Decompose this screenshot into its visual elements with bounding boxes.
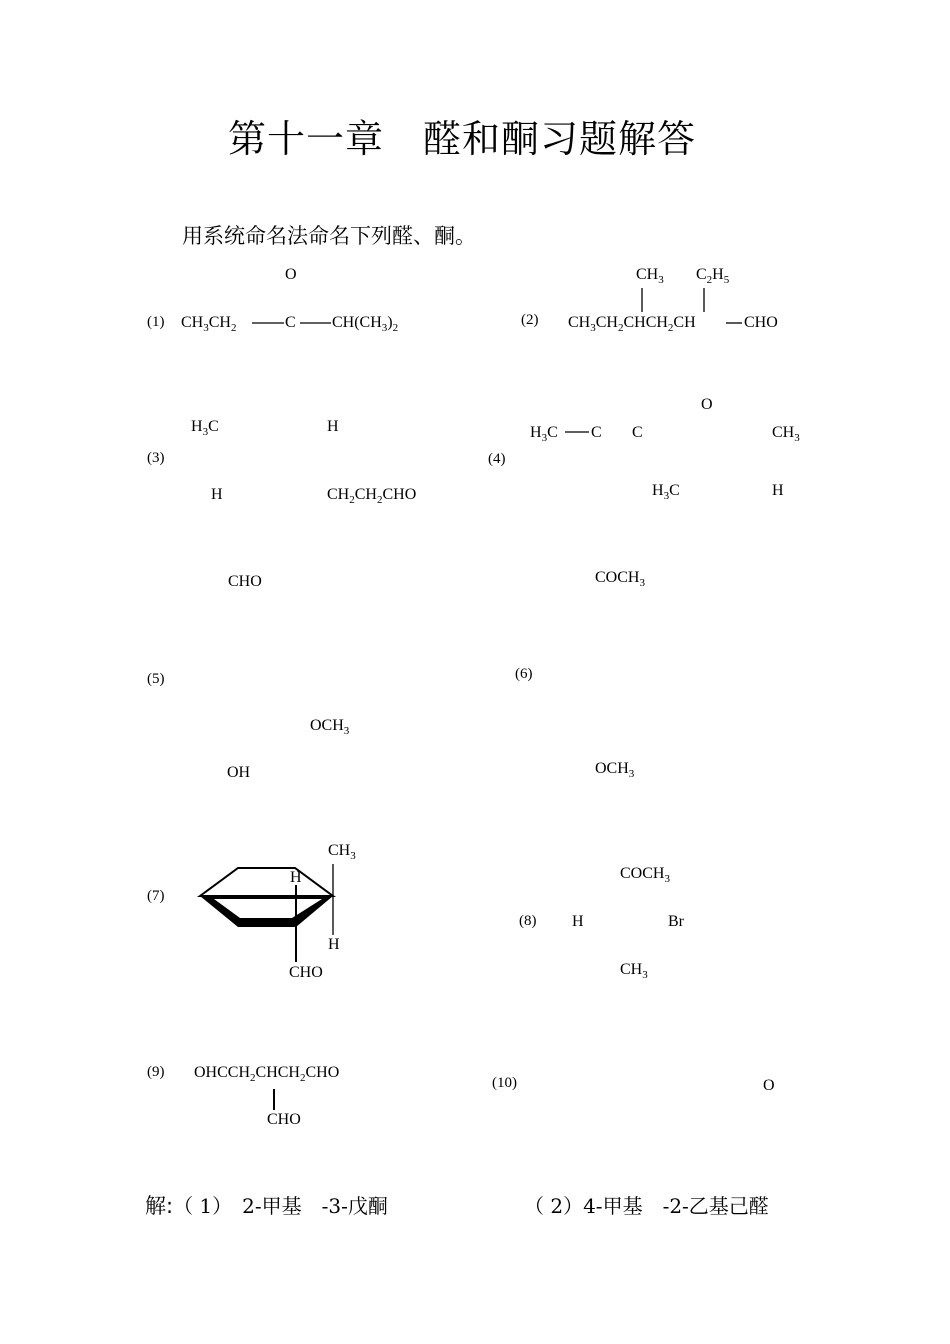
problem-10-oxygen: O <box>763 1077 775 1094</box>
problem-1-oxygen: O <box>285 266 297 283</box>
problem-6-methoxy: $OCH_3$ <box>595 760 635 780</box>
problem-6-acetyl: $COCH_3$ <box>595 569 645 589</box>
problem-9-aldehyde: CHO <box>267 1111 301 1128</box>
question-intro: 用系统命名法命名下列醛、酮。 <box>182 224 476 248</box>
problem-9-number: (9) <box>147 1064 165 1080</box>
answer-label: 解: <box>145 1194 174 1218</box>
problem-4-left-methyl: $H_3C$ <box>530 424 558 444</box>
problem-7-aldehyde: CHO <box>289 964 323 981</box>
problem-4-oxygen: O <box>701 396 713 413</box>
problem-7-hydrogen-1: H <box>290 869 302 886</box>
problem-8-acetyl: $COCH_3$ <box>620 865 670 885</box>
problem-4-number: (4) <box>488 451 506 467</box>
answer-2: （ 2）4-甲基 -2-乙基己醛 <box>524 1194 769 1218</box>
problem-5-number: (5) <box>147 671 165 687</box>
problem-8-number: (8) <box>519 913 537 929</box>
answer-line <box>145 1190 388 1220</box>
problem-4-bottom-left: $H_3C$ <box>652 482 680 502</box>
problem-8-bromine: Br <box>668 913 684 930</box>
problem-5-hydroxyl: OH <box>227 764 251 781</box>
problem-9-chain: $OHCCH_2CHCH_2CHO$ <box>194 1064 340 1084</box>
problem-2-chain: $CH_3CH_2CHCH_2CH$ <box>568 314 696 334</box>
problem-3-bottom-right: $CH_2CH_2CHO$ <box>327 486 417 506</box>
problem-4-carbon-1: C <box>591 424 602 441</box>
problem-3-bottom-left: H <box>211 486 223 503</box>
problem-4-carbon-2: C <box>632 424 643 441</box>
problem-7-number: (7) <box>147 888 165 904</box>
problem-7-hydrogen-2: H <box>328 936 340 953</box>
problem-6-number: (6) <box>515 666 533 682</box>
problem-8-hydrogen: H <box>572 913 584 930</box>
problem-5-methoxy: $OCH_3$ <box>310 717 350 737</box>
problem-2-ethyl: $C_2H_5$ <box>696 266 730 286</box>
problem-1-number: (1) <box>147 314 165 330</box>
problem-10-number: (10) <box>492 1075 517 1091</box>
problem-5-aldehyde: CHO <box>228 573 262 590</box>
problem-8-methyl: $CH_3$ <box>620 961 648 981</box>
problem-3-top-right: H <box>327 418 339 435</box>
problem-2-methyl: $CH_3$ <box>636 266 664 286</box>
answer-1: （ 1） 2-甲基 -3-戊酮 <box>173 1194 388 1218</box>
page-title: 第十一章 醛和酮习题解答 <box>228 117 697 161</box>
problem-3-top-left: $H_3C$ <box>191 418 219 438</box>
problem-7-methyl: $CH_3$ <box>328 842 356 862</box>
problem-2-aldehyde: CHO <box>744 314 778 331</box>
problem-4-right-methyl: $CH_3$ <box>772 424 800 444</box>
problem-1-left-group: $CH_3CH_2$ <box>181 314 237 334</box>
problem-1-carbonyl-carbon: C <box>285 314 296 331</box>
problem-1-right-group: $CH(CH_3)_2$ <box>332 314 399 334</box>
problem-3-number: (3) <box>147 450 165 466</box>
problem-4-bottom-right: H <box>772 482 784 499</box>
problem-2-number: (2) <box>521 312 539 328</box>
